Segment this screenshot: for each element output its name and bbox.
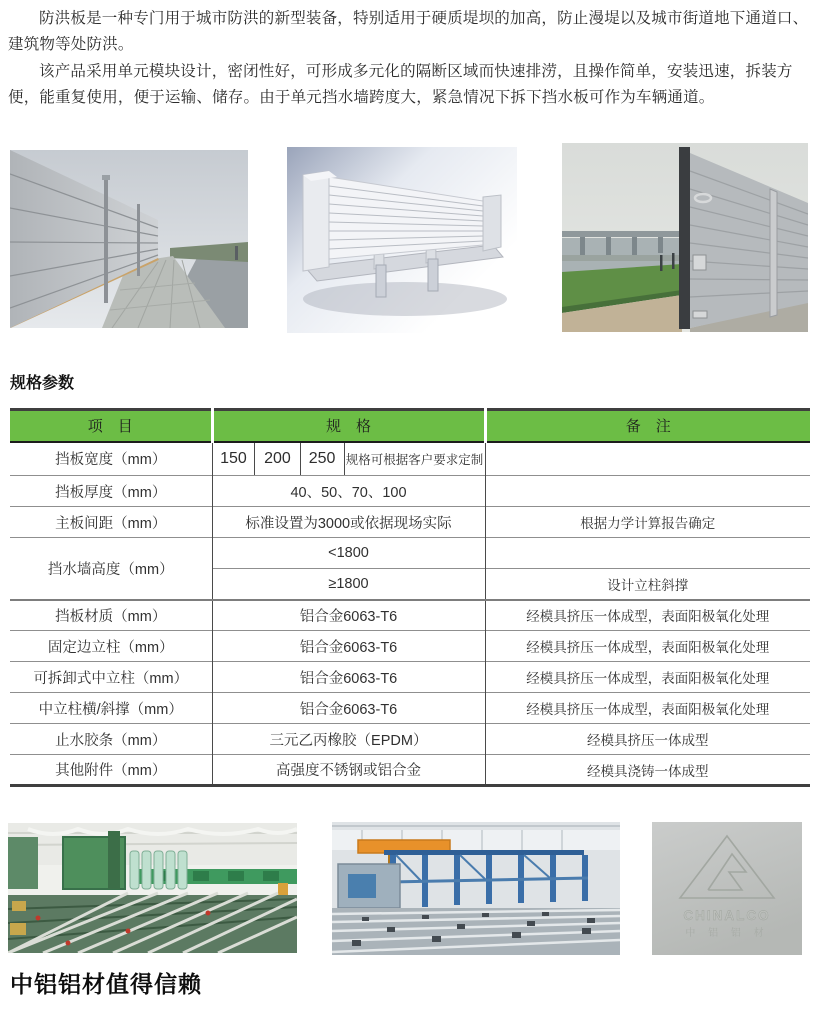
row-board-width	[10, 442, 810, 476]
intro-text	[8, 6, 814, 112]
cell-spec: 铝合金6063-T6	[212, 662, 485, 693]
cell-spec-low: <1800	[212, 538, 485, 569]
photo-chinalco-embossed-logo-plate	[652, 822, 802, 955]
row-fixed-edge-post	[10, 631, 810, 662]
row-main-board-spacing	[10, 507, 810, 538]
width-option-250: 250	[300, 443, 344, 476]
photo-installed-barrier-riverside	[562, 143, 808, 332]
cell-remark-low	[485, 538, 810, 569]
render-barrier-unit-3d	[287, 147, 517, 333]
cell-item: 中立柱横/斜撑（mm）	[10, 693, 212, 724]
photo-factory-extrusion-line-green	[8, 823, 297, 953]
spec-table-header-row	[10, 410, 810, 442]
cell-item: 主板间距（mm）	[10, 507, 212, 538]
cell-remark: 经模具挤压一体成型，表面阳极氧化处理	[485, 693, 810, 724]
row-water-seal-strip	[10, 724, 810, 755]
row-other-accessories	[10, 755, 810, 786]
cell-remark-high: 设计立柱斜撑	[485, 569, 810, 600]
row-removable-center-post	[10, 662, 810, 693]
row-wall-height-low	[10, 538, 810, 569]
cell-spec: 高强度不锈钢或铝合金	[212, 755, 485, 786]
spec-table	[10, 408, 810, 787]
cell-remark: 根据力学计算报告确定	[485, 507, 810, 538]
cell-item: 挡板宽度（mm）	[10, 442, 212, 476]
cell-remark: 经模具挤压一体成型，表面阳极氧化处理	[485, 662, 810, 693]
cell-remark: 经模具挤压一体成型	[485, 724, 810, 755]
cell-spec-high: ≥1800	[212, 569, 485, 600]
col-header-spec: 规 格	[212, 410, 485, 442]
footer-slogan: 中铝铝材值得信赖	[10, 971, 202, 997]
col-header-remark: 备 注	[485, 410, 810, 442]
width-custom-note: 规格可根据客户要求定制	[344, 443, 485, 476]
cell-item: 止水胶条（mm）	[10, 724, 212, 755]
cell-remark: 经模具挤压一体成型，表面阳极氧化处理	[485, 600, 810, 631]
photo-factory-profile-line-blue	[332, 822, 620, 955]
cell-spec: 标准设置为3000或依据现场实际	[212, 507, 485, 538]
cell-item: 固定边立柱（mm）	[10, 631, 212, 662]
cell-item: 挡板材质（mm）	[10, 600, 212, 631]
chinalco-brand-text: CHINALCO	[683, 908, 771, 923]
cell-spec-widths	[212, 442, 485, 476]
cell-remark: 经模具挤压一体成型，表面阳极氧化处理	[485, 631, 810, 662]
cell-item: 其他附件（mm）	[10, 755, 212, 786]
photo-installed-barrier-roadside	[10, 150, 248, 328]
cell-spec: 三元乙丙橡胶（EPDM）	[212, 724, 485, 755]
intro-paragraph-2: 该产品采用单元模块设计，密闭性好，可形成多元化的隔断区域而快速排涝，且操作简单，安装迅速，拆装方便，能重复使用，便于运输、储存。由于单元挡水墙跨度大，紧急情况下拆下挡水板可作为车辆通道。	[8, 63, 793, 106]
row-panel-material	[10, 600, 810, 631]
cell-spec: 铝合金6063-T6	[212, 631, 485, 662]
cell-item-wall-height: 挡水墙高度（mm）	[10, 538, 212, 600]
cell-item: 挡板厚度（mm）	[10, 476, 212, 507]
col-header-item: 项 目	[10, 410, 212, 442]
row-center-post-brace	[10, 693, 810, 724]
cell-spec: 铝合金6063-T6	[212, 600, 485, 631]
cell-spec: 40、50、70、100	[212, 476, 485, 507]
cell-remark	[485, 442, 810, 476]
cell-item: 可拆卸式中立柱（mm）	[10, 662, 212, 693]
cell-remark	[485, 476, 810, 507]
intro-paragraph-1: 防洪板是一种专门用于城市防洪的新型装备，特别适用于硬质堤坝的加高，防止漫堤以及城市街道地下通道口、建筑物等处防洪。	[8, 10, 809, 53]
section-title-specs: 规格参数	[10, 375, 75, 392]
cell-spec: 铝合金6063-T6	[212, 693, 485, 724]
cell-remark: 经模具浇铸一体成型	[485, 755, 810, 786]
width-option-150: 150	[220, 449, 247, 467]
width-option-200: 200	[254, 443, 299, 476]
row-board-thickness	[10, 476, 810, 507]
chinalco-brand-cn-text: 中 铝 铝 材	[685, 928, 769, 939]
